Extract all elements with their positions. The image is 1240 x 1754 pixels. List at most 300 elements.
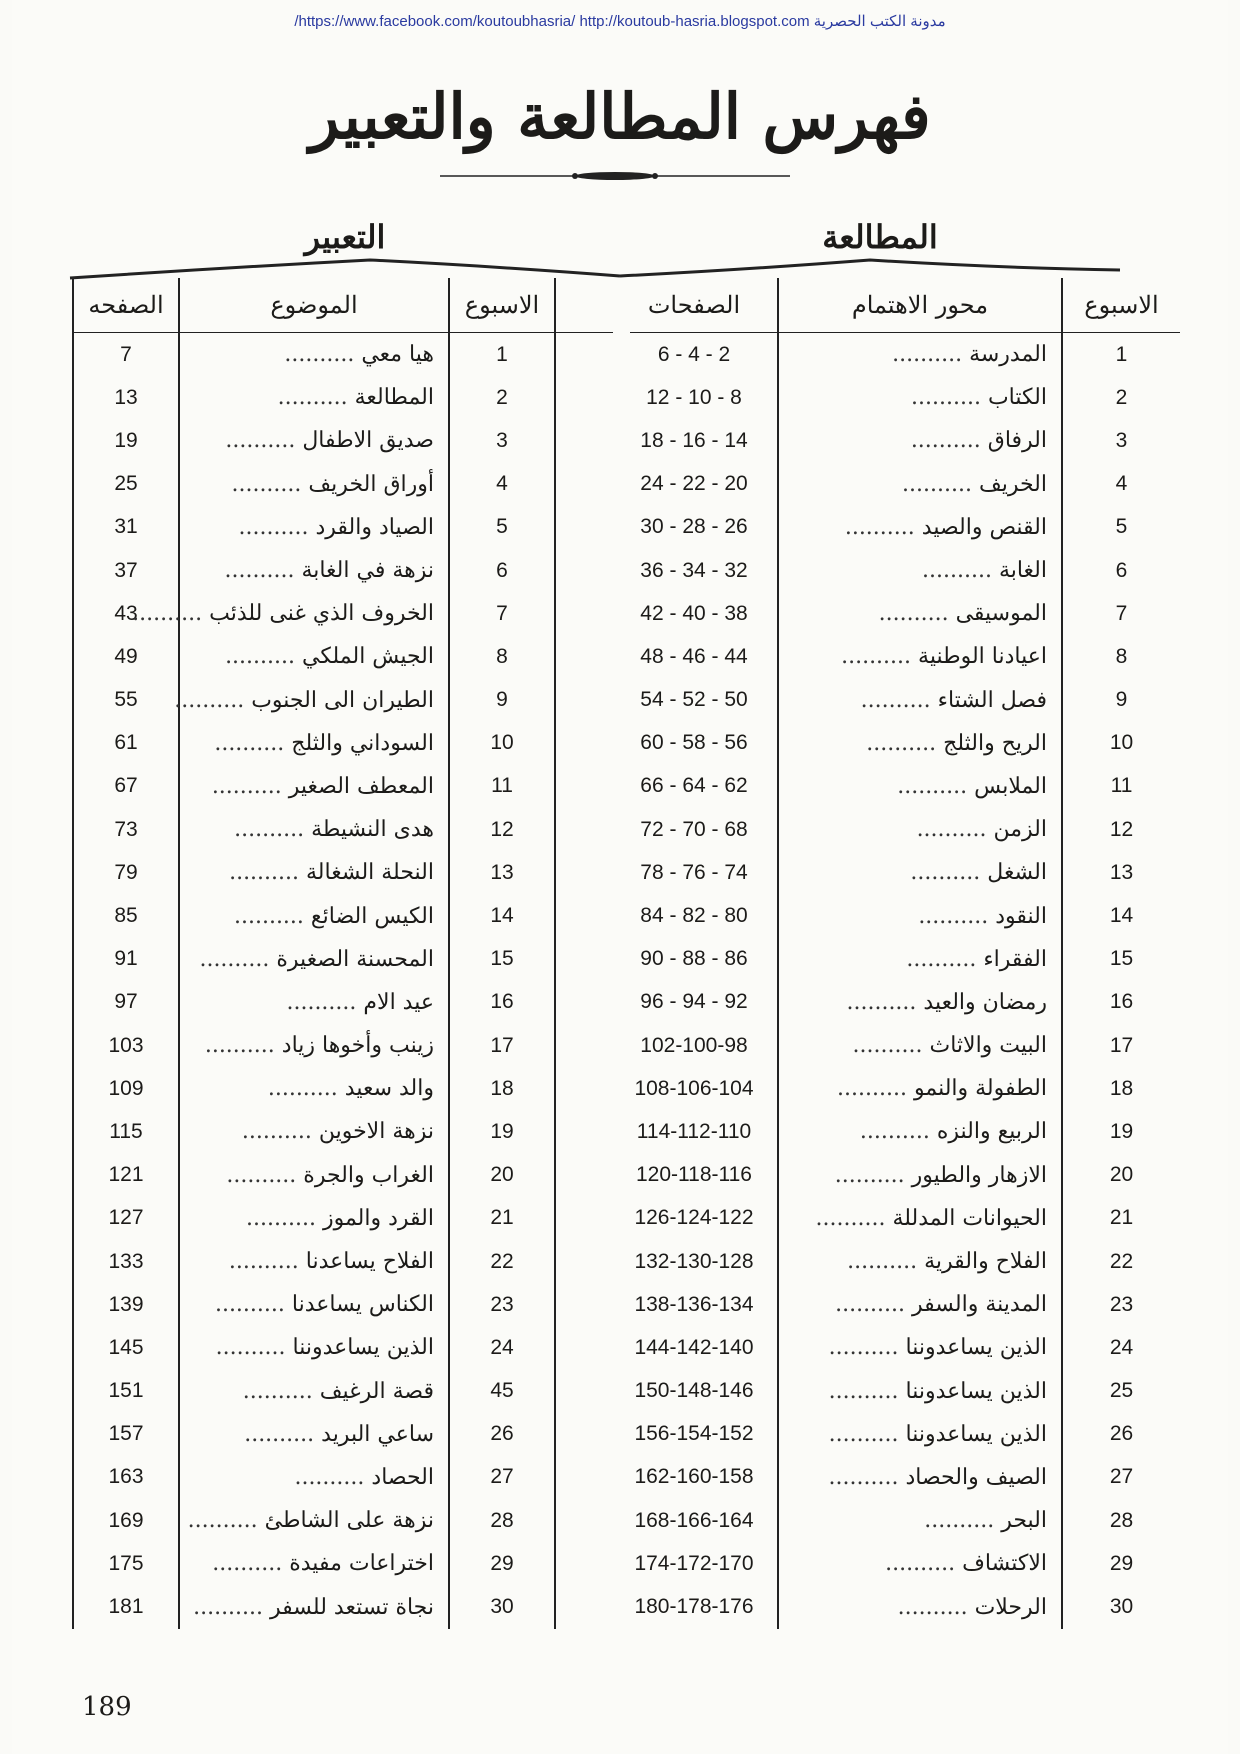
expression-row [73,722,613,765]
reading-topic-cell [778,1154,1062,1197]
reading-col-week: الاسبوع [1062,278,1180,333]
reading-topic-text: الفقراء [983,946,1047,972]
expression-row [73,592,613,635]
expression-page-cell: 73 [73,808,179,851]
expression-page-cell: 55 [73,679,179,722]
reading-topic-cell [778,1067,1062,1110]
reading-row [630,808,1180,851]
reading-topic-text: القنص والصيد [921,514,1047,540]
expression-topic-text: نزهة على الشاطئ [264,1508,434,1534]
reading-topic-text: المدرسة [969,342,1047,368]
reading-topic-text: الرفاق [987,428,1047,454]
reading-topic-cell [778,592,1062,635]
reading-week-cell: 20 [1062,1154,1180,1197]
leader-dots: .......... [828,1335,906,1361]
reading-topic-cell [778,1542,1062,1585]
expression-week-cell: 19 [449,1110,555,1153]
reading-row [630,981,1180,1024]
reading-section-title: المطالعة [822,218,938,256]
reading-week-cell: 19 [1062,1110,1180,1153]
reading-pages-cell: 138-136-134 [634,1292,754,1316]
reading-pages-cell: 132-130-128 [634,1249,754,1273]
expression-week-cell: 45 [449,1370,555,1413]
leader-dots: .......... [174,687,252,713]
column-gap [555,1197,613,1240]
expression-page-cell: 115 [73,1110,179,1153]
expression-page-cell: 139 [73,1283,179,1326]
reading-topic-text: الذين يساعدوننا [905,1421,1047,1447]
expression-page-cell: 145 [73,1326,179,1369]
expression-row [73,1067,613,1110]
expression-topic-text: نزهة في الغابة [301,558,434,584]
expression-topic-text: الجيش الملكي [302,644,434,670]
expression-topic-cell [179,1499,449,1542]
expression-topic-cell [179,851,449,894]
reading-topic-text: الموسيقى [955,601,1047,627]
reading-topic-cell [778,1370,1062,1413]
leader-dots: .......... [859,1119,937,1145]
reading-topic-cell [778,1326,1062,1369]
leader-dots: .......... [211,773,289,799]
expression-week-cell: 9 [449,679,555,722]
column-gap [555,635,613,678]
expression-topic-text: الذين يساعدوننا [292,1335,434,1361]
expression-topic-cell [179,419,449,462]
expression-page-cell: 97 [73,981,179,1024]
expression-topic-cell [179,1326,449,1369]
reading-topic-cell [778,765,1062,808]
expression-row [73,765,613,808]
expression-page-cell: 175 [73,1542,179,1585]
expression-page-cell: 79 [73,851,179,894]
reading-topic-cell [778,894,1062,937]
reading-week-cell: 13 [1062,851,1180,894]
leader-dots: .......... [841,644,919,670]
column-gap [758,1413,778,1456]
column-gap [758,679,778,722]
reading-row [630,894,1180,937]
column-gap [758,808,778,851]
column-gap [555,1326,613,1369]
reading-pages-cell: 126-124-122 [634,1206,754,1230]
expression-week-cell: 10 [449,722,555,765]
reading-row [630,1499,1180,1542]
leader-dots: .......... [897,1594,975,1620]
reading-topic-cell [778,1110,1062,1153]
column-gap [555,981,613,1024]
column-gap [758,419,778,462]
leader-dots: .......... [911,385,988,411]
expression-topic-text: المطالعة [354,385,434,411]
expression-page-cell: 169 [73,1499,179,1542]
reading-topic-text: الغابة [998,558,1047,584]
column-gap [758,549,778,592]
expression-topic-text: الحصاد [371,1464,434,1490]
reading-topic-cell [778,1499,1062,1542]
reading-pages-cell: 90 - 88 - 86 [640,947,748,971]
column-gap [758,1370,778,1413]
expression-page-cell: 133 [73,1240,179,1283]
expression-row [73,1240,613,1283]
reading-week-cell: 17 [1062,1024,1180,1067]
column-gap [555,592,613,635]
reading-header-swash [620,256,1120,280]
expression-topic-cell [179,376,449,419]
reading-row [630,333,1180,377]
reading-pages-cell: 24 - 22 - 20 [640,472,748,496]
reading-row [630,592,1180,635]
expression-week-cell: 5 [449,506,555,549]
column-gap [555,419,613,462]
expression-topic-text: أوراق الخريف [308,471,434,497]
reading-row [630,1283,1180,1326]
leader-dots: .......... [860,687,938,713]
expression-row [73,419,613,462]
reading-topic-cell [778,722,1062,765]
expression-week-cell: 27 [449,1456,555,1499]
column-gap [758,1542,778,1585]
expression-week-cell: 14 [449,894,555,937]
reading-row [630,1197,1180,1240]
column-gap [555,1413,613,1456]
column-gap [555,463,613,506]
expression-page-cell: 19 [73,419,179,462]
leader-dots: .......... [828,1464,906,1490]
expression-topic-cell [179,1370,449,1413]
reading-topic-cell [778,635,1062,678]
reading-row [630,1024,1180,1067]
expression-week-cell: 1 [449,333,555,377]
reading-pages-cell: 180-178-176 [634,1595,754,1619]
expression-page-cell: 127 [73,1197,179,1240]
expression-week-cell: 3 [449,419,555,462]
column-gap [555,1154,613,1197]
leader-dots: .......... [132,601,210,627]
expression-row [73,549,613,592]
column-gap [758,1110,778,1153]
expression-row [73,808,613,851]
expression-week-cell: 23 [449,1283,555,1326]
expression-week-cell: 30 [449,1585,555,1628]
column-gap [758,278,778,333]
leader-dots: .......... [924,1508,1002,1534]
expression-topic-text: ساعي البريد [321,1421,434,1447]
column-gap [555,765,613,808]
expression-row [73,376,613,419]
reading-week-cell: 3 [1062,419,1180,462]
column-gap [555,1542,613,1585]
reading-week-cell: 14 [1062,894,1180,937]
reading-row [630,679,1180,722]
leader-dots: .......... [852,1033,930,1059]
leader-dots: .......... [193,1594,271,1620]
reading-week-cell: 12 [1062,808,1180,851]
reading-week-cell: 5 [1062,506,1180,549]
expression-topic-text: والد سعيد [344,1076,434,1102]
expression-topic-text: القرد والموز [322,1205,434,1231]
column-gap [758,376,778,419]
column-gap [758,938,778,981]
expression-topic-text: الصياد والقرد [315,514,434,540]
reading-topic-text: الاكتشاف [962,1551,1047,1577]
expression-week-cell: 28 [449,1499,555,1542]
expression-topic-cell [179,981,449,1024]
column-gap [758,1024,778,1067]
page-title: فهرس المطالعة والتعبير [309,80,931,153]
expression-row [73,1154,613,1197]
column-gap [555,894,613,937]
leader-dots: .......... [212,1551,290,1577]
reading-row [630,1326,1180,1369]
expression-topic-cell [179,463,449,506]
reading-pages-cell: 6 - 4 - 2 [657,342,731,366]
expression-topic-text: الفلاح يساعدنا [305,1249,434,1275]
expression-col-subject: الموضوع [179,278,449,333]
leader-dots: .......... [910,428,988,454]
expression-page-cell: 85 [73,894,179,937]
reading-topic-text: الملابس [974,773,1047,799]
reading-week-cell: 4 [1062,463,1180,506]
column-gap [555,1370,613,1413]
expression-col-week: الاسبوع [449,278,555,333]
leader-dots: .......... [847,1249,925,1275]
reading-week-cell: 16 [1062,981,1180,1024]
leader-dots: .......... [226,1162,304,1188]
reading-topic-text: المدينة والسفر [912,1292,1047,1318]
leader-dots: .......... [246,1205,323,1231]
reading-pages-cell: 156-154-152 [634,1422,754,1446]
column-gap [555,851,613,894]
expression-topic-text: الكناس يساعدنا [291,1292,434,1318]
reading-topic-cell [778,1197,1062,1240]
source-url-header: /https://www.facebook.com/koutoubhasria/ http://koutoub-hasria.blogspot.com مدونة الكتب الحصرية [294,13,946,30]
column-gap [758,635,778,678]
reading-row [630,851,1180,894]
expression-page-cell: 31 [73,506,179,549]
leader-dots: .......... [286,989,364,1015]
expression-topic-cell [179,808,449,851]
reading-pages-cell: 18 - 16 - 14 [640,428,748,452]
expression-row [73,1456,613,1499]
reading-pages-cell: 60 - 58 - 56 [640,731,748,755]
leader-dots: .......... [878,601,956,627]
reading-row [630,635,1180,678]
expression-week-cell: 7 [449,592,555,635]
reading-row [630,1154,1180,1197]
expression-page-cell: 151 [73,1370,179,1413]
expression-col-page: الصفحه [73,278,179,333]
expression-week-cell: 12 [449,808,555,851]
column-gap [555,376,613,419]
reading-pages-cell: 78 - 76 - 74 [640,860,748,884]
reading-row [630,722,1180,765]
reading-topic-cell [778,938,1062,981]
column-gap [555,278,613,333]
reading-row [630,1110,1180,1153]
expression-topic-cell [179,765,449,808]
column-gap [758,1154,778,1197]
expression-week-cell: 29 [449,1542,555,1585]
expression-page-cell: 37 [73,549,179,592]
reading-topic-cell [778,1456,1062,1499]
reading-row [630,549,1180,592]
reading-pages-cell: 168-166-164 [634,1508,754,1532]
expression-topic-text: عيد الام [363,989,434,1015]
leader-dots: .......... [835,1292,913,1318]
reading-row [630,1413,1180,1456]
expression-topic-cell [179,1240,449,1283]
column-gap [758,1326,778,1369]
expression-row [73,938,613,981]
expression-row [73,1585,613,1628]
expression-topic-text: نجاة تستعد للسفر [270,1594,434,1620]
leader-dots: .......... [231,471,309,497]
column-gap [555,1024,613,1067]
expression-topic-cell [179,894,449,937]
leader-dots: .......... [846,989,924,1015]
reading-topic-text: البحر [1001,1508,1047,1534]
reading-topic-cell [778,419,1062,462]
leader-dots: .......... [277,385,355,411]
reading-topic-text: الفلاح والقرية [924,1249,1047,1275]
reading-topic-text: الشغل [987,860,1047,886]
leader-dots: .......... [244,1421,322,1447]
reading-topic-text: الربيع والنزه [936,1119,1047,1145]
column-gap [758,765,778,808]
leader-dots: .......... [902,471,979,497]
expression-page-cell: 13 [73,376,179,419]
leader-dots: .......... [228,1249,306,1275]
expression-week-cell: 8 [449,635,555,678]
expression-section-title: التعبير [304,218,386,256]
expression-topic-cell [179,1024,449,1067]
reading-topic-text: الذين يساعدوننا [905,1335,1047,1361]
expression-topic-cell [179,1197,449,1240]
leader-dots: .......... [837,1076,914,1102]
reading-week-cell: 11 [1062,765,1180,808]
column-gap [758,592,778,635]
reading-week-cell: 18 [1062,1067,1180,1110]
reading-pages-cell: 114-112-110 [636,1119,752,1143]
expression-topic-cell [179,1154,449,1197]
expression-topic-text: المعطف الصغير [288,773,434,799]
expression-topic-cell [179,938,449,981]
leader-dots: .......... [892,342,970,368]
reading-pages-cell: 96 - 94 - 92 [640,990,748,1014]
reading-pages-cell: 120-118-116 [636,1163,752,1187]
reading-week-cell: 9 [1062,679,1180,722]
reading-topic-text: البيت والاثاث [929,1033,1047,1059]
expression-topic-cell [179,506,449,549]
expression-week-cell: 26 [449,1413,555,1456]
reading-pages-cell: 30 - 28 - 26 [640,515,748,539]
leader-dots: .......... [187,1508,265,1534]
reading-header-row [630,278,1180,333]
column-gap [758,506,778,549]
leader-dots: .......... [225,428,303,454]
expression-row [73,1283,613,1326]
leader-dots: .......... [267,1076,345,1102]
leader-dots: .......... [828,1378,906,1404]
reading-topic-cell [778,1024,1062,1067]
expression-topic-text: صديق الاطفال [302,428,434,454]
expression-row [73,1326,613,1369]
column-gap [758,1456,778,1499]
column-gap [555,722,613,765]
expression-row [73,1110,613,1153]
expression-week-cell: 22 [449,1240,555,1283]
reading-pages-cell: 54 - 52 - 50 [640,688,748,712]
expression-row [73,1024,613,1067]
reading-topic-text: الكتاب [987,385,1047,411]
reading-topic-cell [778,851,1062,894]
reading-topic-cell [778,679,1062,722]
reading-topic-cell [778,463,1062,506]
expression-week-cell: 24 [449,1326,555,1369]
reading-col-axis: محور الاهتمام [778,278,1062,333]
reading-topic-cell [778,1413,1062,1456]
leader-dots: .......... [199,946,277,972]
reading-row [630,506,1180,549]
reading-topic-text: الصيف والحصاد [905,1464,1047,1490]
expression-page-cell: 181 [73,1585,179,1628]
column-gap [758,1499,778,1542]
reading-week-cell: 27 [1062,1456,1180,1499]
reading-row [630,419,1180,462]
column-gap [758,1067,778,1110]
reading-week-cell: 26 [1062,1413,1180,1456]
expression-week-cell: 6 [449,549,555,592]
expression-index-table [72,278,612,1629]
column-gap [555,1585,613,1628]
reading-pages-cell: 84 - 82 - 80 [640,904,748,928]
reading-topic-text: الرحلات [974,1594,1047,1620]
expression-row [73,333,613,377]
column-gap [555,1240,613,1283]
column-gap [758,333,778,377]
reading-topic-text: اعيادنا الوطنية [918,644,1047,670]
column-gap [758,981,778,1024]
column-gap [758,894,778,937]
reading-col-pages: الصفحات [630,278,758,333]
column-gap [555,808,613,851]
reading-pages-cell: 108-106-104 [634,1076,754,1100]
column-gap [758,722,778,765]
column-gap [758,1197,778,1240]
expression-topic-text: الخروف الذي غنى للذئب [209,601,434,627]
reading-row [630,1067,1180,1110]
expression-topic-text: قصة الرغيف [319,1378,434,1404]
reading-week-cell: 15 [1062,938,1180,981]
expression-row [73,1542,613,1585]
reading-topic-text: الازهار والطيور [911,1162,1047,1188]
column-gap [758,851,778,894]
leader-dots: .......... [918,903,996,929]
reading-topic-text: فصل الشتاء [937,687,1047,713]
column-gap [758,463,778,506]
expression-row [73,1197,613,1240]
expression-page-cell: 7 [73,333,179,377]
title-ornament-rule [440,170,790,182]
expression-page-cell: 61 [73,722,179,765]
reading-row [630,1240,1180,1283]
reading-week-cell: 21 [1062,1197,1180,1240]
reading-topic-text: الحيوانات المدللة [892,1205,1047,1231]
reading-row [630,938,1180,981]
reading-pages-cell: 12 - 10 - 8 [646,385,742,409]
expression-row [73,1413,613,1456]
reading-week-cell: 25 [1062,1370,1180,1413]
